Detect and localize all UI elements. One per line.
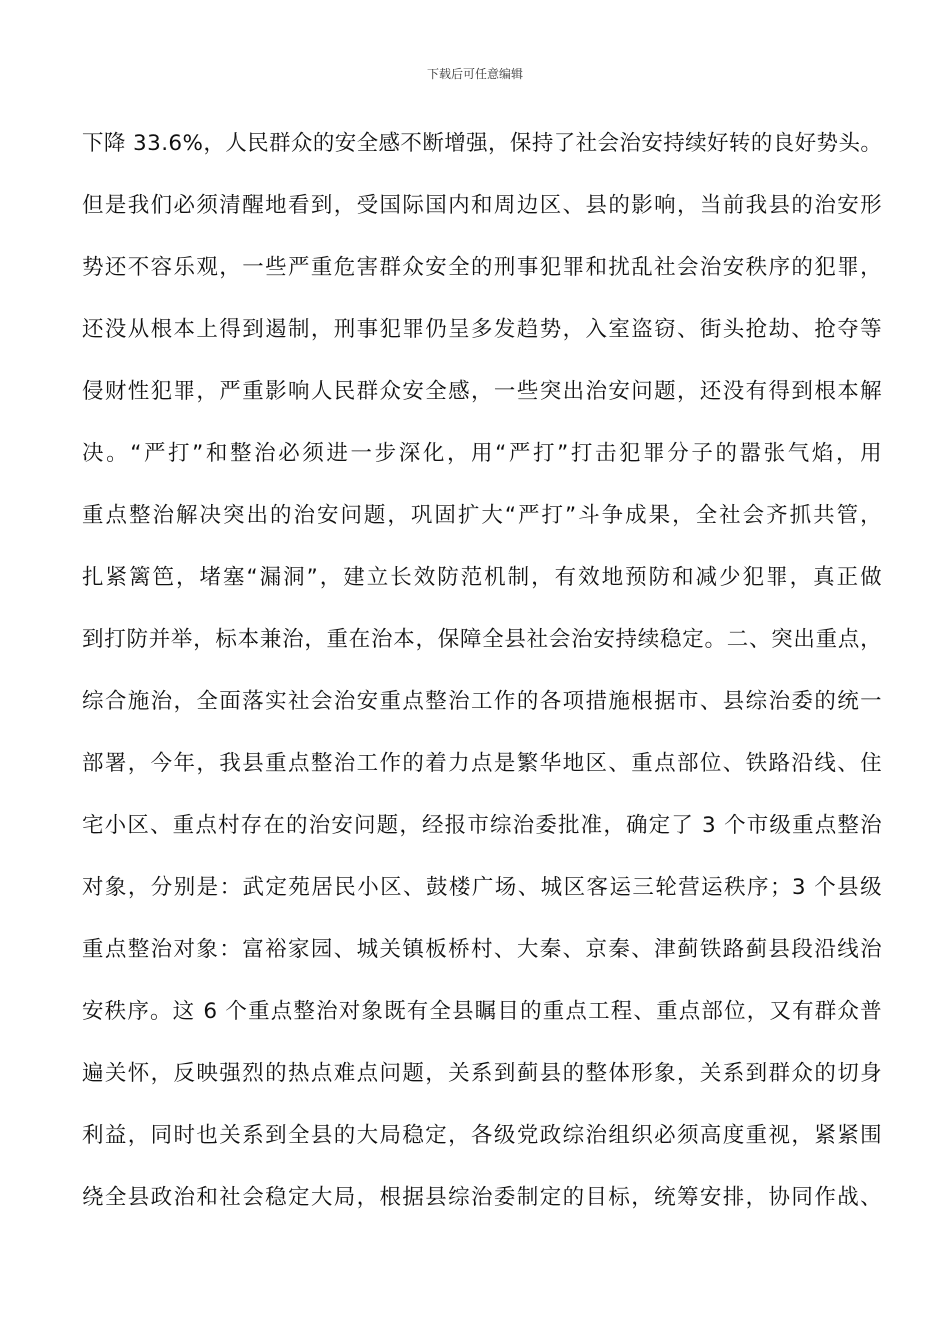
text-line: 利益，同时也关系到全县的大局稳定，各级党政综治组织必须高度重视，紧紧围 [82, 1123, 882, 1148]
text-line: 重点整治解决突出的治安问题，巩固扩大“严打”斗争成果，全社会齐抓共管， [82, 503, 882, 528]
text-line: 势还不容乐观，一些严重危害群众安全的刑事犯罪和扰乱社会治安秩序的犯罪， [82, 255, 882, 280]
text-line: 对象，分别是：武定苑居民小区、鼓楼广场、城区客运三轮营运秩序；3 个县级 [82, 875, 882, 900]
text-line: 决。“严打”和整治必须进一步深化，用“严打”打击犯罪分子的嚣张气焰，用 [82, 441, 882, 466]
text-line: 扎紧篱笆，堵塞“漏洞”，建立长效防范机制，有效地预防和减少犯罪，真正做 [82, 565, 882, 590]
text-line: 下降 33.6%，人民群众的安全感不断增强，保持了社会治安持续好转的良好势头。 [82, 131, 883, 156]
text-line: 绕全县政治和社会稳定大局，根据县综治委制定的目标，统筹安排，协同作战、 [82, 1185, 882, 1210]
text-line: 到打防并举，标本兼治，重在治本，保障全县社会治安持续稳定。二、突出重点， [82, 627, 882, 652]
text-line: 遍关怀，反映强烈的热点难点问题，关系到蓟县的整体形象，关系到群众的切身 [82, 1061, 882, 1086]
text-line: 宅小区、重点村存在的治安问题，经报市综治委批准，确定了 3 个市级重点整治 [82, 813, 882, 838]
body-text [82, 113, 882, 1229]
text-line: 侵财性犯罪，严重影响人民群众安全感，一些突出治安问题，还没有得到根本解 [82, 379, 882, 404]
page-header: 下载后可任意编辑 [426, 67, 523, 81]
text-line: 安秩序。这 6 个重点整治对象既有全县瞩目的重点工程、重点部位，又有群众普 [82, 999, 882, 1024]
text-line: 还没从根本上得到遏制，刑事犯罪仍呈多发趋势，入室盗窃、街头抢劫、抢夺等 [82, 317, 882, 342]
text-line: 重点整治对象：富裕家园、城关镇板桥村、大秦、京秦、津蓟铁路蓟县段沿线治 [82, 937, 882, 962]
text-line: 综合施治，全面落实社会治安重点整治工作的各项措施根据市、县综治委的统一 [82, 689, 882, 714]
text-line: 部署，今年，我县重点整治工作的着力点是繁华地区、重点部位、铁路沿线、住 [82, 751, 882, 776]
text-line: 但是我们必须清醒地看到，受国际国内和周边区、县的影响，当前我县的治安形 [82, 193, 882, 218]
